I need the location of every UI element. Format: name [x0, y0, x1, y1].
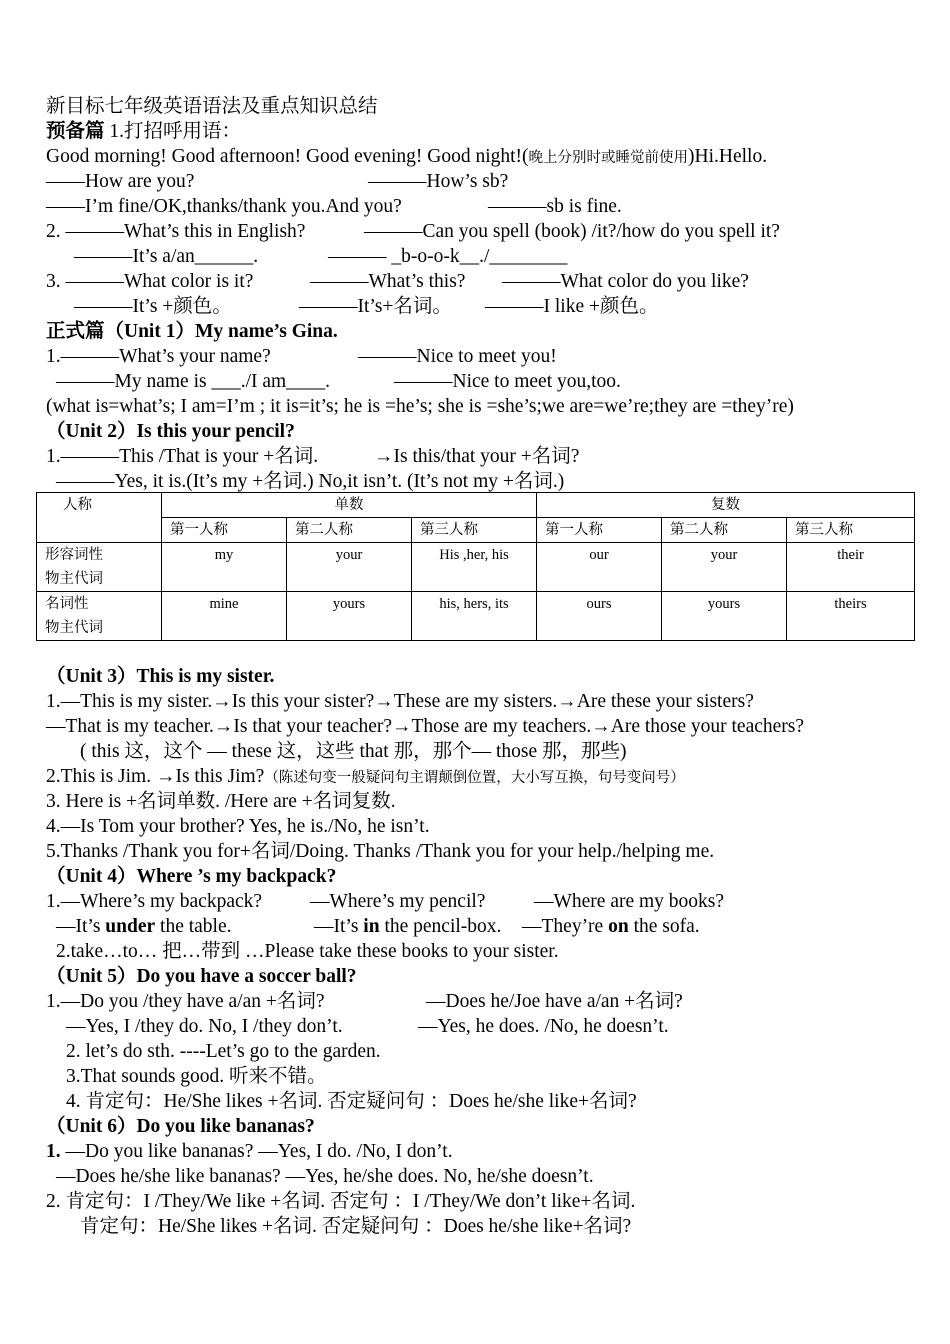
unit2-line-2: ———Yes, it is.(It’s my +名词.) No,it isn’t. (It’s not my +名词.): [56, 471, 565, 492]
unit1-line-2: [56, 369, 621, 394]
prep-line-3b: ———Can you spell (book) /it?/how do you spell it?: [364, 221, 780, 242]
unit3-line-4: [46, 764, 685, 791]
unit3-line-5: 3. Here is +名词单数. /Here are +名词复数.: [46, 791, 396, 812]
prep-line-3a: 2. ———What’s this in English?: [46, 221, 306, 242]
unit5-line-1b: —Does he/Joe have a/an +名词?: [426, 991, 683, 1012]
table-subheader: 第三人称: [412, 518, 537, 543]
table-cell: yours: [662, 592, 787, 641]
unit3-line-1: 1.—This is my sister.→Is this your sister?→These are my sisters.→Are these your sisters?: [46, 691, 754, 712]
table-cell: His ,her, his: [412, 543, 537, 592]
possessive-pronoun-table: [36, 492, 915, 641]
prep-line-6c: ———I like +颜色。: [485, 296, 659, 317]
unit6-line-3: 2. 肯定句：I /They/We like +名词. 否定句 ：I /They/We don’t like+名词.: [46, 1191, 636, 1212]
unit4-prep-on: on: [608, 916, 629, 937]
unit3-line-7: 5.Thanks /Thank you for+名词/Doing. Thanks /Thank you for your help./helping me.: [46, 841, 715, 862]
table-row-label-line: 物主代词: [45, 620, 103, 636]
unit4-line-2: [56, 914, 700, 939]
table-cell: their: [787, 543, 915, 592]
prep-line-4: [74, 244, 567, 269]
table-cell: your: [287, 543, 412, 592]
prep-line-1: [46, 169, 508, 194]
unit5-line-2b: —Yes, he does. /No, he doesn’t.: [418, 1016, 669, 1037]
table-row: [37, 592, 915, 641]
table-row-label: [37, 543, 162, 592]
unit5-line-1a: 1.—Do you /they have a/an +名词?: [46, 991, 325, 1012]
unit4-prep-under: under: [105, 916, 156, 937]
table-subheader: 第一人称: [537, 518, 662, 543]
unit5-line-2: [66, 1014, 669, 1039]
greetings-end: )Hi.Hello.: [688, 146, 768, 167]
unit4-line-1a: 1.—Where’s my backpack?: [46, 891, 263, 912]
unit2-line-1: [46, 444, 579, 469]
unit4-line-2b: [314, 914, 522, 939]
unit5-line-1: [46, 989, 683, 1014]
unit4-line-1c: —Where are my books?: [534, 891, 725, 912]
unit4-text: the pencil-box.: [379, 916, 502, 937]
table-plural-header: 复数: [537, 493, 915, 518]
unit5-heading: （Unit 5）Do you have a soccer ball?: [46, 966, 357, 987]
unit4-line-2a: [56, 914, 314, 939]
table-row-label: [37, 592, 162, 641]
unit4-text: the table.: [155, 916, 232, 937]
prep-line-5: [46, 269, 749, 294]
table-subheader: 第三人称: [787, 518, 915, 543]
unit4-text: —It’s: [314, 916, 364, 937]
prep-line-4a: ———It’s a/an______.: [74, 246, 259, 267]
unit2-heading: （Unit 2）Is this your pencil?: [46, 421, 295, 442]
table-cell: ours: [537, 592, 662, 641]
table-singular-header: 单数: [162, 493, 537, 518]
unit2-line-1a: 1.———This /That is your +名词.: [46, 446, 319, 467]
table-row-label-line: 名词性: [45, 596, 89, 612]
unit4-text: —It’s: [56, 916, 106, 937]
prep-line-2a: ——I’m fine/OK,thanks/thank you.And you?: [46, 196, 402, 217]
unit1-line-1b: ———Nice to meet you!: [358, 346, 557, 367]
prep-line-3: [46, 219, 780, 244]
table-cell: his, hers, its: [412, 592, 537, 641]
prep-line-2b: ———sb is fine.: [488, 196, 622, 217]
prep-line-1b: ———How’s sb?: [368, 171, 509, 192]
greetings-line: [46, 144, 767, 171]
prep-heading: 预备篇: [46, 121, 105, 142]
unit6-line-2: —Does he/she like bananas? —Yes, he/she does. No, he/she doesn’t.: [56, 1166, 594, 1187]
unit4-prep-in: in: [363, 916, 380, 937]
unit1-heading: 正式篇（Unit 1）My name’s Gina.: [46, 321, 338, 342]
unit4-line-1: [46, 889, 724, 914]
unit3-heading: （Unit 3）This is my sister.: [46, 666, 275, 687]
unit3-line-2: —That is my teacher.→Is that your teacher?→Those are my teachers.→Are those your teachers?: [46, 716, 805, 737]
table-subheader: 第一人称: [162, 518, 287, 543]
unit5-line-3: 2. let’s do sth. ----Let’s go to the garden.: [66, 1041, 381, 1062]
prep-line-4b: ——— _b-o-o-k__./________: [328, 246, 568, 267]
prep-line-1a: ——How are you?: [46, 171, 195, 192]
unit4-text: —They’re: [522, 916, 609, 937]
table-subheader-row: [37, 518, 915, 543]
table-row-label-line: 形容词性: [45, 547, 103, 563]
unit2-line-1b: →Is this/that your +名词?: [374, 446, 580, 467]
table-cell: our: [537, 543, 662, 592]
unit3-line-4b: （陈述句变一般疑问句主谓颠倒位置，大小写互换，句号变问号）: [264, 770, 685, 786]
unit4-line-3: 2.take…to… 把…带到 …Please take these books to your sister.: [56, 941, 559, 962]
unit4-line-1b: —Where’s my pencil?: [310, 891, 486, 912]
prep-item1: 1.打招呼用语：: [109, 121, 242, 142]
unit5-line-4: 3.That sounds good. 听来不错。: [66, 1066, 327, 1087]
prep-line-5a: 3. ———What color is it?: [46, 271, 254, 292]
unit1-contractions: (what is=what’s; I am=I’m ; it is=it’s; he is =he’s; she is =she’s;we are=we’re;they are =they’re): [46, 396, 794, 417]
unit5-line-5: 4. 肯定句：He/She likes +名词. 否定疑问句 ：Does he/she like+名词?: [66, 1091, 637, 1112]
prep-line-6a: ———It’s +颜色。: [74, 296, 232, 317]
unit3-line-3: ( this 这，这个 — these 这，这些 that 那，那个— those 那，那些): [80, 741, 627, 762]
unit1-line-2a: ———My name is ___./I am____.: [56, 371, 331, 392]
table-subheader: 第二人称: [287, 518, 412, 543]
unit4-text: the sofa.: [628, 916, 700, 937]
table-cell: mine: [162, 592, 287, 641]
unit6-line-1-num: 1.: [46, 1141, 61, 1162]
unit6-line-4: 肯定句：He/She likes +名词. 否定疑问句 ：Does he/she like+名词?: [80, 1216, 632, 1237]
unit3-line-4a: 2.This is Jim. →Is this Jim?: [46, 766, 265, 787]
unit5-line-2a: —Yes, I /they do. No, I /they don’t.: [66, 1016, 343, 1037]
table-row-label-line: 物主代词: [45, 571, 103, 587]
unit6-heading: （Unit 6）Do you like bananas?: [46, 1116, 315, 1137]
table-cell: theirs: [787, 592, 915, 641]
table-person-header: 人称: [37, 493, 162, 543]
prep-line-5c: ———What color do you like?: [502, 271, 749, 292]
table-header-row: [37, 493, 915, 518]
table-cell: your: [662, 543, 787, 592]
greetings-note: 晚上分别时或睡觉前使用: [528, 150, 689, 166]
unit4-heading: （Unit 4）Where ’s my backpack?: [46, 866, 337, 887]
prep-section-heading: [46, 119, 241, 144]
unit1-line-1a: 1.———What’s your name?: [46, 346, 271, 367]
prep-line-6b: ———It’s+名词。: [299, 296, 452, 317]
prep-line-2: [46, 194, 622, 219]
table-subheader: 第二人称: [662, 518, 787, 543]
unit6-line-1-text: —Do you like bananas? —Yes, I do. /No, I don’t.: [60, 1141, 453, 1162]
unit1-line-2b: ———Nice to meet you,too.: [394, 371, 621, 392]
prep-line-5b: ———What’s this?: [310, 271, 466, 292]
unit1-line-1: [46, 344, 557, 369]
table-row: [37, 543, 915, 592]
table-cell: my: [162, 543, 287, 592]
unit6-line-1: [46, 1139, 453, 1164]
unit4-line-2c: [522, 916, 700, 937]
unit3-line-6: 4.—Is Tom your brother? Yes, he is./No, he isn’t.: [46, 816, 430, 837]
doc-title: 新目标七年级英语语法及重点知识总结: [46, 96, 378, 117]
prep-line-6: [74, 294, 658, 319]
table-cell: yours: [287, 592, 412, 641]
greetings-text: Good morning! Good afternoon! Good evening! Good night!(: [46, 146, 529, 167]
